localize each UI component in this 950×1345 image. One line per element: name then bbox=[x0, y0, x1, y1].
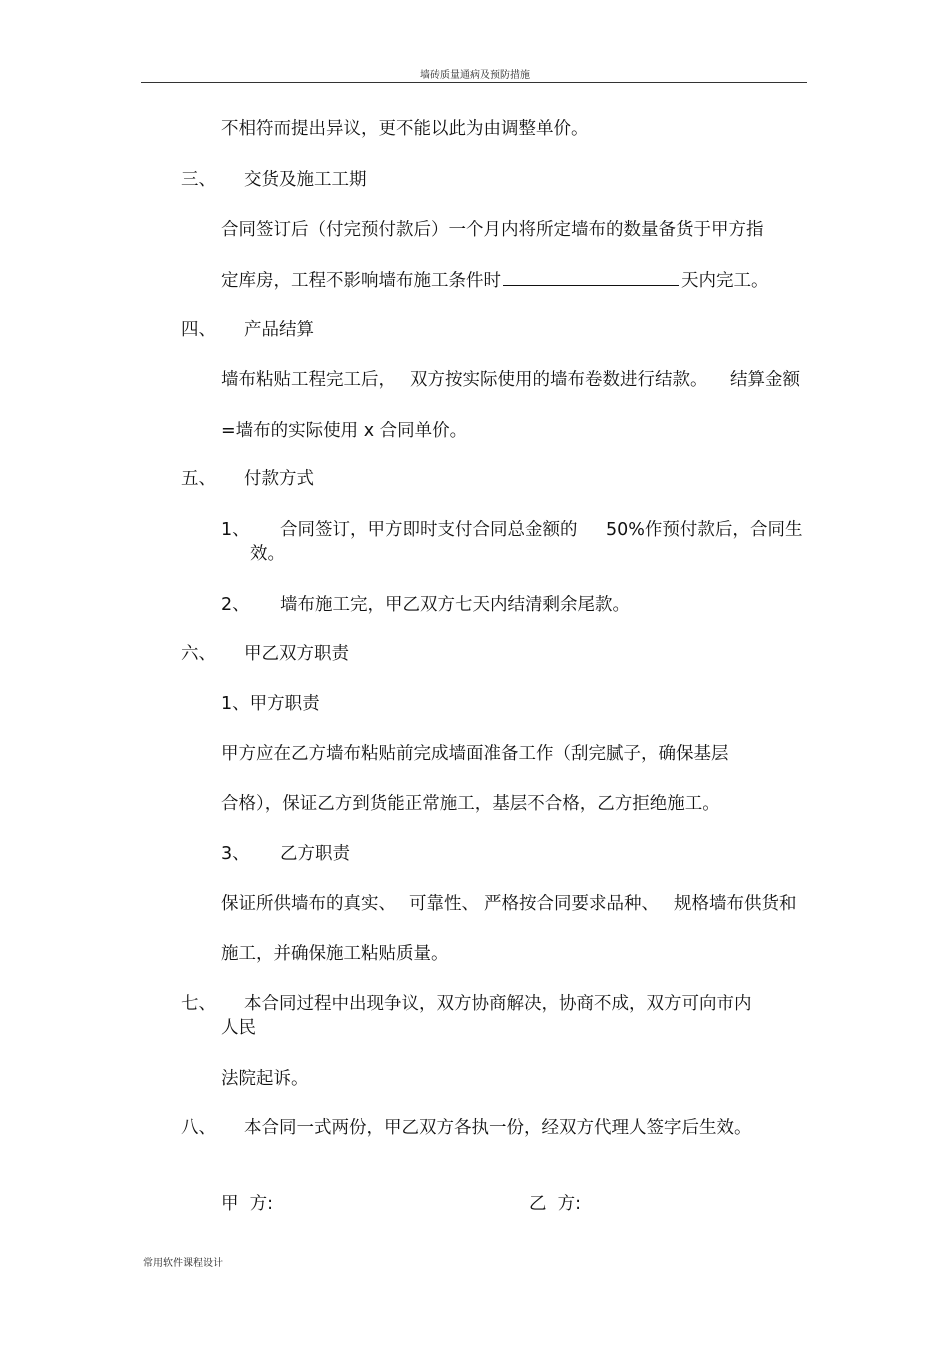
text-fragment: 合同签订，甲方即时支付合同总金额的 bbox=[280, 520, 578, 540]
text-fragment: 墙布粘贴工程完工后， bbox=[221, 370, 396, 390]
text-line: =墙布的实际使用 x 合同单价。 bbox=[221, 421, 468, 441]
section-number: 五、 bbox=[181, 469, 216, 489]
fill-in-blank bbox=[503, 268, 679, 286]
text-fragment: 人民 bbox=[221, 1018, 256, 1038]
party-a-label: 甲 方: bbox=[221, 1194, 274, 1214]
text-line: 不相符而提出异议，更不能以此为由调整单价。 bbox=[221, 119, 589, 139]
text-fragment: 定库房，工程不影响墙布施工条件时 bbox=[221, 271, 501, 291]
text-fragment: 50%作预付款后， bbox=[606, 520, 750, 540]
party-b-label: 乙 方: bbox=[529, 1194, 582, 1214]
section-number: 六、 bbox=[181, 644, 216, 664]
text-fragment: 规格墙布供货和 bbox=[674, 894, 797, 914]
subsection-title: 1、甲方职责 bbox=[221, 694, 320, 714]
text-line: 法院起诉。 bbox=[221, 1069, 309, 1089]
text-fragment: 合同生 bbox=[750, 520, 803, 540]
text-line: 本合同过程中出现争议，双方协商解决，协商不成，双方可向市内 bbox=[244, 994, 752, 1014]
text-line bbox=[221, 268, 769, 293]
header-rule bbox=[141, 82, 807, 83]
section-title: 交货及施工工期 bbox=[244, 170, 367, 190]
item-number: 3、 bbox=[221, 844, 250, 864]
text-fragment: 结算金额 bbox=[730, 370, 800, 390]
text-fragment: 保证所供墙布的真实、 bbox=[221, 894, 396, 914]
text-line: 施工，并确保施工粘贴质量。 bbox=[221, 944, 449, 964]
text-fragment: 效。 bbox=[250, 544, 285, 564]
text-fragment: 双方按实际使用的墙布卷数进行结款。 bbox=[410, 370, 708, 390]
header-title: 墙砖质量通病及预防措施 bbox=[420, 70, 530, 81]
text-line: 本合同一式两份，甲乙双方各执一份，经双方代理人签字后生效。 bbox=[244, 1118, 752, 1138]
text-line: 合格），保证乙方到货能正常施工，基层不合格，乙方拒绝施工。 bbox=[221, 794, 720, 814]
item-number: 1、 bbox=[221, 520, 250, 540]
text-fragment: 严格按合同要求品种、 bbox=[484, 894, 659, 914]
section-title: 甲乙双方职责 bbox=[244, 644, 349, 664]
section-title: 付款方式 bbox=[244, 469, 314, 489]
subsection-title: 乙方职责 bbox=[280, 844, 350, 864]
section-number: 七、 bbox=[181, 994, 216, 1014]
section-number: 四、 bbox=[181, 320, 216, 340]
section-number: 八、 bbox=[181, 1118, 216, 1138]
text-line: 甲方应在乙方墙布粘贴前完成墙面准备工作（刮完腻子，确保基层 bbox=[221, 744, 729, 764]
text-line: 合同签订后（付完预付款后）一个月内将所定墙布的数量备货于甲方指 bbox=[221, 220, 764, 240]
text-fragment: 天内完工。 bbox=[681, 271, 769, 291]
item-number: 2、 bbox=[221, 595, 250, 615]
section-number: 三、 bbox=[181, 170, 216, 190]
text-fragment: 可靠性、 bbox=[409, 894, 479, 914]
footer-text: 常用软件课程设计 bbox=[143, 1258, 223, 1269]
section-title: 产品结算 bbox=[244, 320, 314, 340]
text-line: 墙布施工完，甲乙双方七天内结清剩余尾款。 bbox=[280, 595, 630, 615]
